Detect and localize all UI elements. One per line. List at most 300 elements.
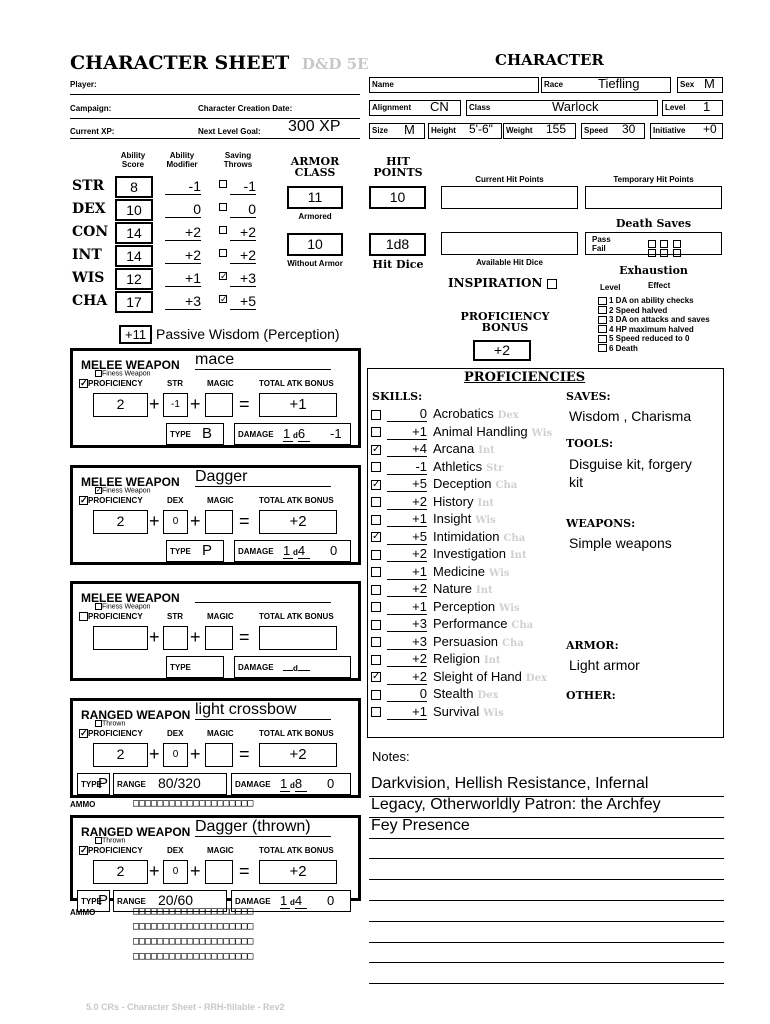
weapon-damage-bonus: 0: [327, 893, 335, 908]
damage-die-count: 1: [283, 426, 293, 442]
ability-score[interactable]: 14: [115, 245, 153, 267]
weapon-proficiency[interactable]: [79, 846, 143, 855]
weapon-type-label: TYPE: [81, 897, 102, 906]
equals-sign: =: [239, 394, 250, 414]
skill-value[interactable]: +1: [387, 424, 427, 440]
exhaustion-effect: 3 DA on attacks and saves: [609, 315, 710, 324]
skill-value[interactable]: +2: [387, 669, 427, 685]
saving-throw-value[interactable]: +3: [230, 270, 256, 287]
temp-hp-label: Temporary Hit Points: [613, 175, 694, 184]
skill-ability: Wis: [531, 427, 553, 439]
ammo-label: AMMO: [70, 908, 96, 917]
skill-name: Survival: [433, 703, 480, 719]
exhaustion-effect: 1 DA on ability checks: [609, 296, 694, 305]
saves-label: SAVES:: [566, 390, 611, 403]
skill-value[interactable]: +4: [387, 441, 427, 457]
weapon-proficiency-label: PROFICIENCY: [88, 846, 143, 855]
weapon-magic[interactable]: [205, 510, 233, 534]
skill-ability: Int: [483, 655, 501, 666]
skill-proficiency-checkbox[interactable]: [371, 515, 381, 525]
weapon-name[interactable]: [195, 584, 331, 603]
ability-name: CHA: [72, 293, 108, 309]
weapon-block: [70, 348, 361, 448]
skill-proficiency-checkbox[interactable]: [371, 637, 381, 647]
weapon-range-field[interactable]: [113, 773, 227, 795]
ability-modifier[interactable]: -1: [165, 178, 201, 195]
weapon-stat-mod[interactable]: 0: [163, 743, 188, 767]
weapon-damage-field[interactable]: [234, 540, 351, 562]
weapon-range-label: RANGE: [117, 780, 146, 789]
weapon-damage-label: DAMAGE: [235, 780, 271, 789]
notes-line[interactable]: [369, 963, 724, 984]
skill-row[interactable]: [371, 406, 519, 422]
weapon-name[interactable]: mace: [195, 351, 331, 370]
weapon-damage-field[interactable]: [234, 423, 351, 445]
skill-value[interactable]: +3: [387, 634, 427, 650]
skill-name: Medicine: [433, 563, 486, 579]
ability-score-header: Ability Score: [120, 151, 146, 169]
sex-field[interactable]: [677, 77, 723, 93]
skill-row[interactable]: [371, 511, 496, 527]
size-field[interactable]: [369, 123, 425, 139]
initiative-label: Initiative: [653, 126, 686, 135]
notes-line[interactable]: [369, 922, 724, 943]
passive-perception: [119, 325, 340, 344]
inspiration-label: INSPIRATION: [448, 276, 543, 290]
inspiration-checkbox[interactable]: [547, 279, 557, 289]
weapon-sub-label: Finess Weapon: [102, 487, 151, 495]
damage-die-d: d: [290, 781, 295, 790]
skill-value[interactable]: +2: [387, 494, 427, 510]
weapon-proficiency-checkbox[interactable]: ✓: [80, 845, 88, 856]
weapon-name[interactable]: light crossbow: [195, 701, 331, 720]
damage-die-sides: [298, 670, 310, 671]
skill-row[interactable]: [371, 494, 494, 510]
exhaustion-checkbox[interactable]: [598, 344, 607, 352]
weapon-damage-label: DAMAGE: [235, 897, 271, 906]
exhaustion-label: Exhaustion: [619, 264, 688, 277]
weapons-prof-value[interactable]: Simple weapons: [569, 535, 672, 551]
exhaustion-level[interactable]: [598, 315, 710, 325]
skill-row[interactable]: [371, 704, 504, 720]
skills-label: SKILLS:: [372, 390, 423, 403]
notes-line[interactable]: [369, 838, 724, 859]
save-proficiency-checkbox[interactable]: ✓: [220, 271, 228, 281]
ammo-tracker[interactable]: □□□□□□□□□□□□□□□□□□□□: [133, 951, 254, 962]
race-field[interactable]: [541, 77, 671, 93]
weapon-damage-field[interactable]: [231, 773, 351, 795]
skill-row[interactable]: [371, 476, 517, 492]
edition-label: D&D 5E: [301, 55, 369, 73]
weapon-sub-checkbox[interactable]: [95, 837, 102, 844]
name-label: Name: [372, 80, 394, 89]
damage-die-count: [283, 670, 293, 671]
skill-value[interactable]: +3: [387, 616, 427, 632]
weapon-proficiency-label: PROFICIENCY: [88, 496, 143, 505]
exhaustion-level[interactable]: [598, 325, 710, 335]
damage-die-count: 1: [280, 776, 290, 792]
weapon-total-bonus[interactable]: +2: [259, 860, 337, 884]
weapon-base[interactable]: 2: [93, 743, 148, 767]
skill-ability: Wis: [499, 602, 520, 614]
weapon-proficiency[interactable]: [79, 379, 143, 388]
weapon-type-label: TYPE: [170, 547, 191, 556]
skill-row[interactable]: [371, 459, 503, 475]
weapon-magic[interactable]: [205, 626, 233, 650]
skill-ability: Wis: [475, 515, 496, 526]
skill-proficiency-checkbox[interactable]: [371, 655, 381, 665]
skill-ability: Dex: [525, 672, 547, 684]
weapon-stat-label: DEX: [167, 846, 184, 855]
exhaustion-checkbox[interactable]: [598, 306, 607, 314]
weapon-magic-label: MAGIC: [207, 846, 234, 855]
weapons-prof-label: WEAPONS:: [566, 517, 636, 530]
ability-modifier[interactable]: +2: [165, 224, 201, 241]
skill-row[interactable]: [371, 581, 493, 597]
size-label: Size: [372, 126, 389, 135]
race-label: Race: [544, 80, 564, 89]
name-field[interactable]: [369, 77, 539, 93]
weapon-kind: RANGED WEAPON: [81, 708, 191, 722]
tools-value-line2[interactable]: kit: [569, 474, 583, 490]
weapon-sub-option[interactable]: [95, 837, 125, 844]
weapon-proficiency-checkbox[interactable]: ✓: [80, 378, 88, 389]
armor-class-without[interactable]: 10: [287, 233, 343, 256]
skill-row[interactable]: [371, 634, 524, 650]
race-value: Tiefling: [598, 76, 640, 91]
weapon-proficiency[interactable]: [79, 729, 143, 738]
weapon-block: [70, 815, 361, 909]
weapon-proficiency-checkbox[interactable]: ✓: [80, 495, 88, 506]
weapon-base[interactable]: 2: [93, 393, 148, 417]
skill-proficiency-checkbox[interactable]: ✓: [372, 443, 381, 455]
weapon-name[interactable]: Dagger: [195, 468, 331, 487]
skill-value[interactable]: 0: [387, 686, 427, 702]
skill-ability: Int: [476, 585, 493, 596]
player-field[interactable]: [70, 80, 360, 95]
skill-name: Arcana: [433, 441, 475, 456]
saves-value[interactable]: Wisdom , Charisma: [569, 408, 692, 424]
death-fail-boxes[interactable]: [648, 244, 681, 262]
speed-field[interactable]: [581, 123, 645, 139]
exhaustion-checkbox[interactable]: [598, 316, 607, 324]
weapon-damage-field[interactable]: [234, 656, 351, 678]
death-fail-label: Fail: [592, 244, 606, 253]
skill-value[interactable]: -1: [387, 459, 427, 475]
weapon-sub-checkbox[interactable]: ✓: [96, 487, 102, 494]
weapon-name[interactable]: Dagger (thrown): [195, 818, 331, 837]
skill-name: Religion: [433, 651, 480, 666]
damage-die-sides: 4: [298, 543, 310, 559]
saving-throw-value[interactable]: -1: [230, 178, 256, 195]
weapon-base[interactable]: 2: [93, 860, 148, 884]
ability-name: STR: [72, 178, 105, 194]
skill-row[interactable]: [371, 424, 552, 440]
current-hp-field[interactable]: [441, 186, 578, 209]
temp-hp-field[interactable]: [585, 186, 722, 209]
save-proficiency-checkbox[interactable]: ✓: [220, 294, 228, 304]
save-proficiency-checkbox[interactable]: [219, 249, 227, 257]
death-saves-box: [585, 232, 722, 255]
weapon-damage-bonus: -1: [330, 426, 342, 441]
weapon-sub-checkbox[interactable]: [95, 603, 102, 610]
plus-sign: +: [149, 394, 160, 414]
class-field[interactable]: [466, 100, 658, 116]
weapon-stat-mod[interactable]: 0: [163, 510, 188, 534]
weapon-magic[interactable]: [205, 393, 233, 417]
skill-row[interactable]: [371, 441, 495, 457]
skill-proficiency-checkbox[interactable]: ✓: [372, 671, 381, 683]
weapon-type-value: B: [202, 425, 213, 442]
weapon-damage-bonus: 0: [327, 776, 335, 791]
alignment-label: Alignment: [372, 103, 412, 112]
skill-ability: Dex: [477, 690, 499, 701]
skill-name: Animal Handling: [433, 423, 528, 439]
height-field[interactable]: [428, 123, 502, 139]
weapon-proficiency-checkbox[interactable]: [79, 612, 88, 621]
notes-label: Notes:: [372, 749, 410, 764]
skill-proficiency-checkbox[interactable]: [371, 602, 381, 612]
skill-value[interactable]: +2: [387, 581, 427, 597]
max-hit-points[interactable]: 10: [369, 186, 426, 209]
skill-ability: Cha: [502, 637, 524, 649]
weapon-magic-label: MAGIC: [207, 612, 234, 621]
alignment-field[interactable]: [369, 100, 461, 116]
ability-score[interactable]: 12: [115, 268, 153, 290]
without-armor-label: Without Armor: [287, 259, 343, 268]
campaign-field[interactable]: [70, 104, 360, 119]
sheet-title-text: CHARACTER SHEET: [70, 52, 290, 74]
skill-proficiency-checkbox[interactable]: [371, 427, 381, 437]
ammo-tracker[interactable]: □□□□□□□□□□□□□□□□□□□□: [133, 936, 254, 947]
notes-line[interactable]: [369, 880, 724, 901]
weapon-sub-option[interactable]: [95, 603, 151, 610]
weapon-stat-mod[interactable]: -1: [163, 393, 188, 417]
weapon-type-value: P: [98, 892, 109, 909]
skill-proficiency-checkbox[interactable]: [371, 462, 381, 472]
weapon-stat-label: DEX: [167, 496, 184, 505]
save-proficiency-checkbox[interactable]: [219, 226, 227, 234]
weapon-sub-option[interactable]: [95, 720, 125, 727]
weapon-block: [70, 698, 361, 798]
player-label: Player:: [70, 80, 97, 89]
weapon-sub-label: Thrown: [102, 720, 126, 728]
ability-name: DEX: [72, 201, 106, 217]
ability-modifier[interactable]: +3: [165, 293, 201, 310]
skill-value[interactable]: +2: [387, 546, 427, 562]
skill-name: Insight: [433, 511, 472, 526]
weapon-damage-label: DAMAGE: [238, 430, 274, 439]
skill-proficiency-checkbox[interactable]: [371, 620, 381, 630]
skill-row[interactable]: [371, 686, 498, 702]
notes-line[interactable]: [369, 942, 724, 963]
skill-proficiency-checkbox[interactable]: [371, 585, 381, 595]
weapon-type-field[interactable]: [166, 540, 224, 562]
tools-label: TOOLS:: [566, 437, 614, 450]
armored-label: Armored: [298, 212, 332, 221]
exhaustion-level[interactable]: [598, 344, 710, 354]
weapon-type-label: TYPE: [170, 430, 191, 439]
damage-die-sides: 4: [295, 893, 307, 909]
skill-value[interactable]: +1: [387, 599, 427, 615]
armor-class-label: ARMOR CLASS: [290, 155, 340, 179]
notes-line[interactable]: [369, 901, 724, 922]
weapon-stat-mod[interactable]: [163, 626, 188, 650]
skill-name: Persuasion: [433, 633, 499, 649]
exhaustion-checkbox[interactable]: [598, 335, 607, 343]
weapon-sub-checkbox[interactable]: [95, 370, 102, 377]
skill-row[interactable]: [371, 599, 520, 615]
skill-value[interactable]: +5: [387, 529, 427, 545]
weapon-stat-label: DEX: [167, 729, 184, 738]
skill-row[interactable]: [371, 564, 510, 580]
weapon-type-field[interactable]: [77, 773, 110, 795]
weapon-damage-dice: [283, 426, 310, 442]
save-proficiency-checkbox[interactable]: [219, 203, 227, 211]
skill-proficiency-checkbox[interactable]: [371, 567, 381, 577]
weapon-total-bonus[interactable]: [259, 626, 337, 650]
other-prof-label: OTHER:: [566, 689, 616, 702]
weapon-damage-dice: [283, 659, 310, 674]
ability-score[interactable]: 8: [115, 176, 153, 198]
armor-class-armored[interactable]: 11: [287, 186, 343, 209]
weapon-base[interactable]: 2: [93, 510, 148, 534]
tools-value-line1[interactable]: Disguise kit, forgery: [569, 456, 692, 472]
skill-proficiency-checkbox[interactable]: ✓: [372, 478, 381, 490]
proficiency-bonus-value[interactable]: +2: [473, 340, 531, 361]
notes-text: Darkvision, Hellish Resistance, Infernal: [371, 775, 649, 792]
ability-modifier[interactable]: +2: [165, 247, 201, 264]
weapon-type-label: TYPE: [81, 780, 102, 789]
height-value: 5'-6": [469, 122, 493, 136]
skill-proficiency-checkbox[interactable]: [371, 497, 381, 507]
exhaustion-checkbox[interactable]: [598, 297, 607, 305]
weapon-total-bonus[interactable]: +2: [259, 743, 337, 767]
skill-proficiency-checkbox[interactable]: [371, 410, 381, 420]
weapon-type-field[interactable]: [166, 656, 224, 678]
plus-sign: +: [190, 394, 201, 414]
saving-throw-value[interactable]: 0: [230, 201, 256, 218]
exhaustion-level[interactable]: [598, 296, 710, 306]
skill-name: Acrobatics: [433, 406, 494, 421]
weapon-kind: MELEE WEAPON: [81, 475, 180, 489]
weapon-proficiency-label: PROFICIENCY: [88, 729, 143, 738]
hit-dice-label: Hit Dice: [372, 258, 424, 271]
ability-modifier[interactable]: +1: [165, 270, 201, 287]
xp-field[interactable]: [70, 118, 360, 139]
weapon-proficiency-checkbox[interactable]: ✓: [80, 728, 88, 739]
plus-sign: +: [149, 511, 160, 531]
hit-dice-value[interactable]: 1d8: [369, 233, 426, 256]
weapon-total-label: TOTAL ATK BONUS: [259, 379, 334, 388]
weapon-total-label: TOTAL ATK BONUS: [259, 846, 334, 855]
skill-row[interactable]: [371, 651, 501, 667]
weapon-proficiency[interactable]: [79, 612, 143, 621]
armor-prof-value[interactable]: Light armor: [569, 657, 640, 673]
weapon-total-bonus[interactable]: +1: [259, 393, 337, 417]
skill-value[interactable]: 0: [387, 406, 427, 422]
weapon-sub-option[interactable]: [95, 487, 151, 494]
plus-sign: +: [190, 744, 201, 764]
skill-proficiency-checkbox[interactable]: ✓: [372, 531, 381, 543]
saving-throw-value[interactable]: +5: [230, 293, 256, 310]
level-field[interactable]: [662, 100, 723, 116]
exhaustion-level[interactable]: [598, 306, 710, 316]
weapon-proficiency[interactable]: [79, 496, 143, 505]
weapon-sub-option[interactable]: [95, 370, 151, 377]
weapon-range-value: 80/320: [158, 775, 201, 791]
ability-score[interactable]: 14: [115, 222, 153, 244]
save-proficiency-checkbox[interactable]: [219, 180, 227, 188]
weight-field[interactable]: [503, 123, 576, 139]
exhaustion-checkbox[interactable]: [598, 325, 607, 333]
speed-label: Speed: [584, 126, 609, 135]
equals-sign: =: [239, 627, 250, 647]
skill-value[interactable]: +1: [387, 704, 427, 720]
skill-value[interactable]: +5: [387, 476, 427, 492]
weapon-base[interactable]: [93, 626, 148, 650]
weapon-proficiency-label: PROFICIENCY: [88, 612, 143, 621]
ability-name: CON: [72, 224, 109, 240]
armor-prof-label: ARMOR:: [566, 639, 619, 652]
level-label: Level: [665, 103, 686, 112]
weapon-stat-label: STR: [167, 612, 183, 621]
ability-score[interactable]: 10: [115, 199, 153, 221]
saving-throw-value[interactable]: +2: [230, 247, 256, 264]
skill-proficiency-checkbox[interactable]: [371, 707, 381, 717]
weapon-sub-checkbox[interactable]: [95, 720, 102, 727]
saving-throw-header: Saving Throws: [223, 151, 253, 169]
exhaustion-list: [598, 296, 710, 353]
ability-modifier[interactable]: 0: [165, 201, 201, 218]
weapon-total-label: TOTAL ATK BONUS: [259, 729, 334, 738]
ability-score[interactable]: 17: [115, 291, 153, 313]
skill-proficiency-checkbox[interactable]: [371, 550, 381, 560]
weapon-total-bonus[interactable]: +2: [259, 510, 337, 534]
available-hit-dice-field[interactable]: [441, 232, 578, 255]
plus-sign: +: [149, 861, 160, 881]
skill-value[interactable]: +1: [387, 564, 427, 580]
skill-value[interactable]: +2: [387, 651, 427, 667]
passive-value[interactable]: +11: [119, 325, 152, 344]
notes-line[interactable]: [369, 859, 724, 880]
weapon-magic[interactable]: [205, 743, 233, 767]
exhaustion-effect-label: Effect: [648, 281, 671, 290]
skill-row[interactable]: [371, 669, 547, 685]
proficiencies-title: PROFICIENCIES: [464, 370, 586, 385]
ammo-tracker[interactable]: □□□□□□□□□□□□□□□□□□□□: [133, 906, 254, 917]
weapon-stat-mod[interactable]: 0: [163, 860, 188, 884]
skill-ability: Int: [478, 445, 495, 456]
initiative-field[interactable]: [650, 123, 723, 139]
skill-proficiency-checkbox[interactable]: [371, 690, 381, 700]
weapon-type-field[interactable]: [166, 423, 224, 445]
exhaustion-level[interactable]: [598, 334, 710, 344]
saving-throw-value[interactable]: +2: [230, 224, 256, 241]
weapon-magic[interactable]: [205, 860, 233, 884]
skill-row[interactable]: [371, 616, 533, 632]
exhaustion-effect: 2 Speed halved: [609, 305, 668, 315]
skill-name: Stealth: [433, 686, 474, 701]
skill-row[interactable]: [371, 546, 527, 562]
weapon-damage-dice: [280, 776, 307, 792]
notes-text: Legacy, Otherworldly Patron: the Archfey: [371, 795, 661, 813]
ammo-tracker[interactable]: □□□□□□□□□□□□□□□□□□□□: [133, 921, 254, 932]
skill-value[interactable]: +1: [387, 511, 427, 527]
ammo-tracker[interactable]: □□□□□□□□□□□□□□□□□□□□: [133, 798, 254, 809]
exhaustion-effect: 4 HP maximum halved: [609, 324, 694, 334]
skill-row[interactable]: [371, 529, 525, 545]
